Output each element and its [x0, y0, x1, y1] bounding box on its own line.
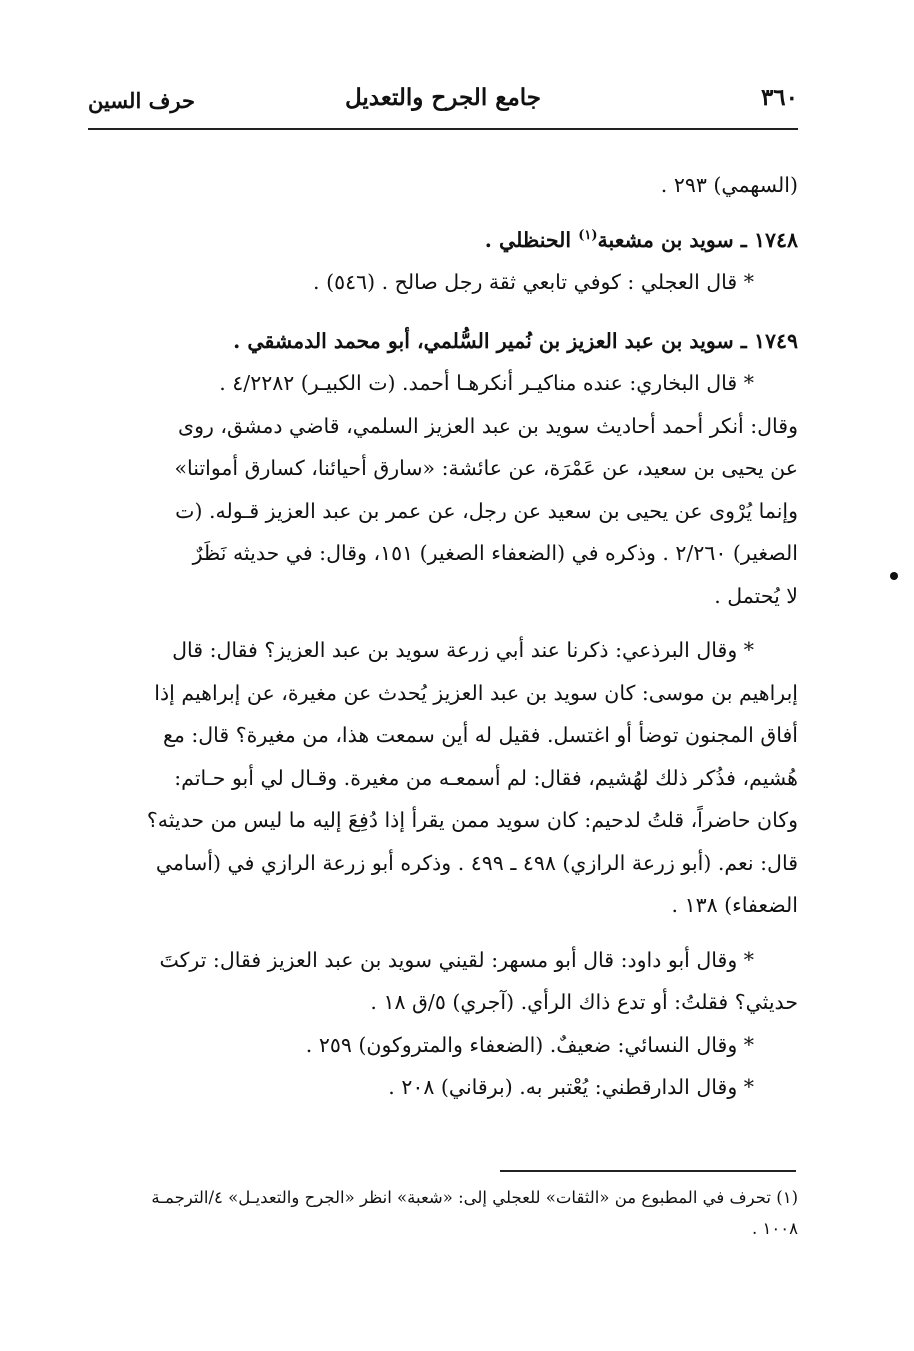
footnote-divider [500, 1170, 796, 1172]
text-line: أفاق المجنون توضأ أو اغتسل. فقيل له أين سمعت هذا، من مغيرة؟ قال: مع [162, 723, 798, 747]
footnote-line: (١) تحرف في المطبوع من «الثقات» للعجلي إلى: «شعبة» انظر «الجرح والتعديـل» ٤/الترجمـة [151, 1188, 798, 1207]
footnote-ref: (١) [578, 227, 598, 243]
footnote [88, 1182, 798, 1244]
scan-mark [890, 572, 898, 580]
page-number: ٣٦٠ [760, 84, 798, 111]
text-line: إبراهيم بن موسى: كان سويد بن عبد العزيز يُحدث عن مغيرة، عن إبراهيم إذا [154, 680, 798, 705]
text-line: وقال: أنكر أحمد أحاديث سويد بن عبد العزيز السلمي، قاضي دمشق، روى [178, 413, 798, 438]
text-line: * قال العجلي : كوفي تابعي ثقة رجل صالح . (٥٤٦) . [313, 270, 754, 294]
entry-title-tail: الحنظلي . [484, 227, 579, 252]
text-line: * وقال الدارقطني: يُعْتبر به. (برقاني) ٢٠٨ . [388, 1075, 754, 1099]
text-line: هُشيم، فذُكر ذلك لهُشيم، فقال: لم أسمعـه من مغيرة. وقـال لي أبو حـاتم: [174, 765, 798, 790]
footnote-line: ١٠٠٨ . [752, 1219, 798, 1238]
text-line: الضعفاء) ١٣٨ . [671, 893, 798, 917]
entry-heading-1749: ١٧٤٩ ـ سويد بن عبد العزيز بن نُمير السُّلمي، أبو محمد الدمشقي . [233, 328, 798, 353]
text-line: * وقال أبو داود: قال أبو مسهر: لقيني سويد بن عبد العزيز فقال: تركتَ [159, 947, 754, 972]
text-line: (السهمي) ٢٩٣ . [660, 173, 798, 197]
text-line: * وقال النسائي: ضعيفٌ. (الضعفاء والمتروكون) ٢٥٩ . [305, 1032, 754, 1057]
running-title: جامع الجرح والتعديل [344, 84, 542, 111]
text-line: الصغير) ٢/٢٦٠ . وذكره في (الضعفاء الصغير) ١٥١، وقال: في حديثه نَظَرٌ [192, 541, 798, 565]
entry-title: ١٧٤٨ ـ سويد بن مشعبة [597, 227, 798, 252]
text-line: وكان حاضراً، قلتُ لدحيم: كان سويد ممن يقرأ إذا دُفِعَ إليه ما ليس من حديثه؟ [146, 808, 798, 832]
text-line: * وقال البرذعي: ذكرنا عند أبي زرعة سويد بن عبد العزيز؟ فقال: قال [172, 638, 754, 662]
page-body [88, 164, 798, 1109]
page-header [88, 80, 798, 130]
text-line: وإنما يُرْوى عن يحيى بن سعيد عن رجل، عن عمر بن عبد العزيز قـوله. (ت [175, 498, 798, 523]
section-title: حرف السين [88, 88, 195, 113]
text-line: عن يحيى بن سعيد، عن عَمْرَة، عن عائشة: «سارق أحيائنا، كسارق أمواتنا» [174, 456, 798, 480]
text-line: قال: نعم. (أبو زرعة الرازي) ٤٩٨ ـ ٤٩٩ . وذكره أبو زرعة الرازي في (أسامي [155, 850, 798, 875]
text-line: حديثي؟ فقلتُ: أو تدع ذاك الرأي. (آجري) ٥/ق ١٨ . [370, 990, 798, 1014]
entry-heading-1748 [88, 219, 798, 262]
text-line: لا يُحتمل . [714, 583, 798, 608]
text-line: * قال البخاري: عنده مناكيـر أنكرهـا أحمد. (ت الكبيـر) ٤/٢٢٨٢ . [219, 371, 754, 395]
